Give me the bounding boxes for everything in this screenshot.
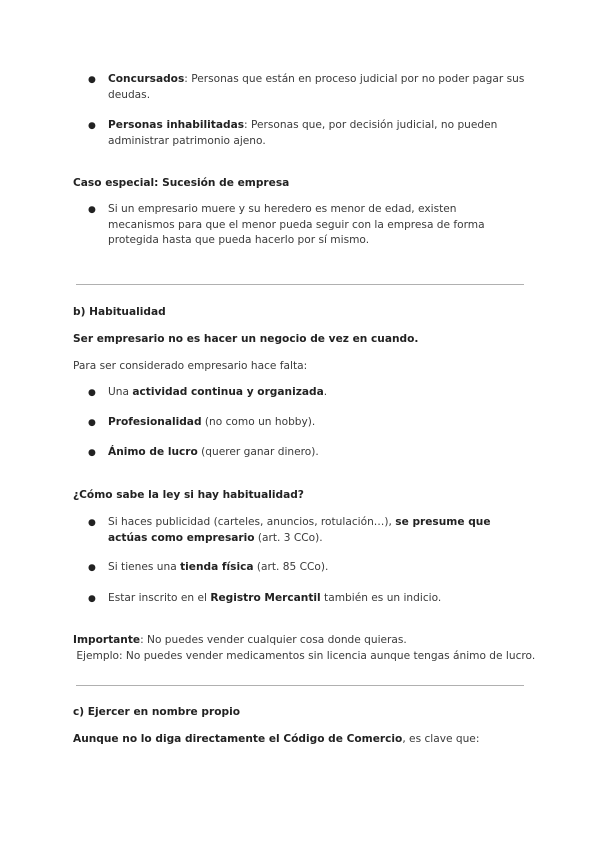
list-item-text: también es un indicio. <box>320 592 442 604</box>
list-item-text: : Personas que están en proceso judicial por no poder pagar sus deudas. <box>108 73 525 101</box>
habitualidad-intro: Para ser considerado empresario hace falta: <box>73 360 308 372</box>
list-item <box>108 415 526 431</box>
list-item-text: : Personas que, por decisión judicial, no pueden administrar patrimonio ajeno. <box>108 119 498 147</box>
list-item-term: tienda física <box>180 561 254 573</box>
c-intro-bold: Aunque no lo diga directamente el Código de Comercio <box>73 733 403 745</box>
section-divider <box>76 685 524 686</box>
bullet-icon: ● <box>88 418 96 428</box>
list-item <box>108 560 526 576</box>
list-item: Si un empresario muere y su heredero es menor de edad, existen mecanismos para que el menor pueda seguir con la empresa de forma protegida hasta que pueda hacerlo por sí mismo. <box>108 203 485 246</box>
bullet-icon: ● <box>88 121 96 131</box>
important-text: : No puedes vender cualquier cosa donde quieras. <box>140 634 407 646</box>
list-item-term: Profesionalidad <box>108 416 202 428</box>
list-item <box>108 72 526 103</box>
bullet-icon: ● <box>88 205 96 215</box>
list-item-text: (querer ganar dinero). <box>197 446 319 458</box>
list-item-text: Estar inscrito en el <box>108 592 211 604</box>
bullet-icon: ● <box>88 594 96 604</box>
bullet-icon: ● <box>88 388 96 398</box>
list-item <box>108 591 526 607</box>
important-note <box>73 633 530 649</box>
bullet-icon: ● <box>88 448 96 458</box>
list-item-term: Registro Mercantil <box>210 592 321 604</box>
bullet-icon: ● <box>88 563 96 573</box>
section-heading-b: b) Habitualidad <box>73 306 166 318</box>
list-item <box>108 385 526 401</box>
section-heading-c: c) Ejercer en nombre propio <box>73 706 240 718</box>
list-item-text: (no como un hobby). <box>201 416 316 428</box>
list-item-text: . <box>323 386 328 398</box>
bullet-icon: ● <box>88 75 96 85</box>
habitualidad-statement: Ser empresario no es hacer un negocio de vez en cuando. <box>73 333 419 345</box>
list-item <box>108 118 526 149</box>
list-item-text: (art. 85 CCo). <box>253 561 329 573</box>
special-case-heading: Caso especial: Sucesión de empresa <box>73 177 290 189</box>
example-note: Ejemplo: No puedes vender medicamentos sin licencia aunque tengas ánimo de lucro. <box>73 650 536 662</box>
list-item-text: Si haces publicidad (carteles, anuncios, rotulación…), <box>108 516 396 528</box>
list-item-term: actividad continua y organizada <box>132 386 324 398</box>
list-item <box>108 515 526 546</box>
important-label: Importante <box>73 634 141 646</box>
bullet-icon: ● <box>88 518 96 528</box>
c-intro <box>73 732 530 748</box>
list-item-text: Una <box>108 386 133 398</box>
term-inhabilitadas: Personas inhabilitadas <box>108 119 245 131</box>
law-heading: ¿Cómo sabe la ley si hay habitualidad? <box>73 489 304 501</box>
list-item-text: (art. 3 CCo). <box>254 531 323 544</box>
term-concursados: Concursados <box>108 73 185 85</box>
list-item <box>108 445 526 461</box>
list-item-term: se presume que actúas como empresario <box>108 516 491 544</box>
section-divider <box>76 284 524 285</box>
c-intro-text: , es clave que: <box>402 733 480 745</box>
list-item-text: Si tienes una <box>108 561 181 573</box>
list-item-term: Ánimo de lucro <box>108 446 198 458</box>
